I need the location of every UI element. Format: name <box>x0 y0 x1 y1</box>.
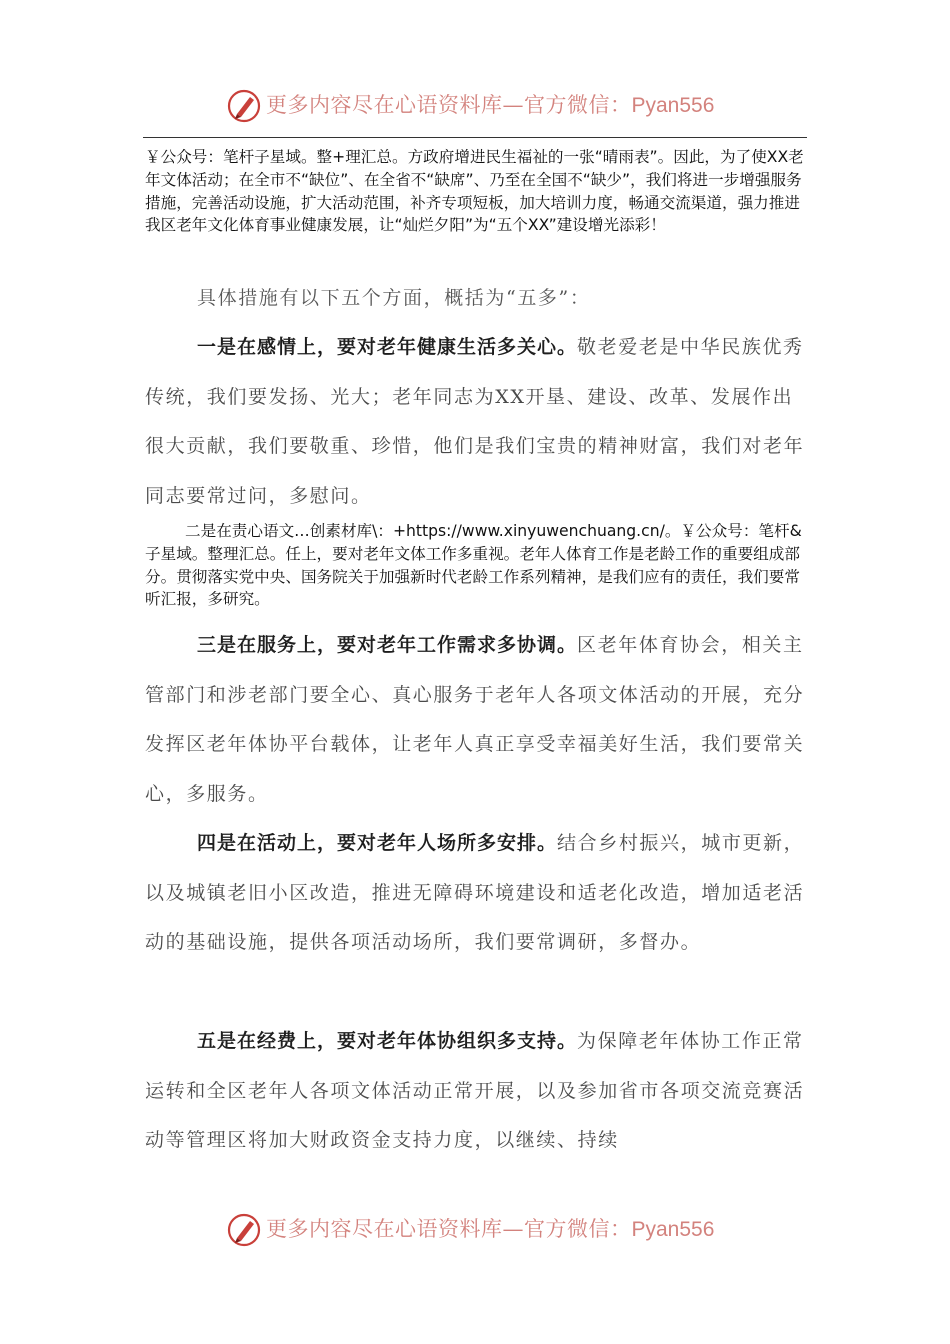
summary-line: 具体措施有以下五个方面，概括为“五多”： <box>197 287 591 309</box>
pen-logo-icon <box>226 1212 262 1248</box>
measure-2-paragraph: 二是在责心语文…创素材库\：+https://www.xinyuwenchuang.cn/。￥公众号：笔杆&子星域。整理汇总。任上，要对老年文体工作多重视。老年人体育工作是老龄工作的重要组成部分。贯彻落实党中央、国务院关于加强新时代老龄工作系列精神，是我们应有的责任，我们要常听汇报，多研究。 <box>145 522 802 609</box>
watermark-banner-top <box>0 84 950 128</box>
measure-3-body: 区老年体育协会，相关主管部门和涉老部门要全心、真心服务于老年人各项文体活动的开展，充分发挥区老年体协平台载体，让老年人真正享受幸福美好生活，我们要常关心，多服务。 <box>145 634 805 805</box>
measure-5-paragraph <box>145 1017 813 1166</box>
measure-4-paragraph <box>145 819 813 968</box>
measure-3-heading: 三是在服务上，要对老年工作需求多协调。 <box>197 634 578 656</box>
watermark-text: 更多内容尽在心语资料库—官方微信：Pyan556 <box>266 93 715 117</box>
measure-1-body: 敬老爱老是中华民族优秀传统，我们要发扬、光大；老年同志为XX开垦、建设、改革、发展作出很大贡献，我们要敬重、珍惜，他们是我们宝贵的精神财富，我们对老年同志要常过问，多慰问。 <box>145 336 805 507</box>
watermark-text: 更多内容尽在心语资料库—官方微信：Pyan556 <box>266 1217 715 1241</box>
watermark-banner-bottom <box>0 1208 950 1252</box>
measure-4-body: 结合乡村振兴，城市更新，以及城镇老旧小区改造，推进无障碍环境建设和适老化改造，增加适老活动的基础设施，提供各项活动场所，我们要常调研，多督办。 <box>145 832 805 953</box>
intro-paragraph: ￥公众号：笔杆子星域。整+理汇总。方政府增进民生福祉的一张“晴雨表”。因此，为了使XX老年文体活动；在全市不“缺位”、在全省不“缺席”、乃至在全国不“缺少”，我们将进一步增强服务措施，完善活动设施，扩大活动范围，补齐专项短板，加大培训力度，畅通交流渠道，强力推进我区老年文化体育事业健康发展，让“灿烂夕阳”为“五个XX”建设增光添彩！ <box>145 148 804 235</box>
measure-1-paragraph <box>145 323 813 521</box>
measure-4-heading: 四是在活动上，要对老年人场所多安排。 <box>197 832 558 854</box>
pen-logo-icon <box>226 88 262 124</box>
measure-5-heading: 五是在经费上，要对老年体协组织多支持。 <box>197 1030 578 1052</box>
measure-1-heading: 一是在感情上，要对老年健康生活多关心。 <box>197 336 578 358</box>
wechat-handle: Pyan556 <box>631 94 715 117</box>
wechat-handle: Pyan556 <box>631 1218 715 1241</box>
measure-3-paragraph <box>145 621 813 819</box>
measure-5-body: 为保障老年体协工作正常运转和全区老年人各项文体活动正常开展，以及参加省市各项交流竞赛活动等管理区将加大财政资金支持力度，以继续、持续 <box>145 1030 805 1151</box>
header-divider <box>143 137 807 138</box>
